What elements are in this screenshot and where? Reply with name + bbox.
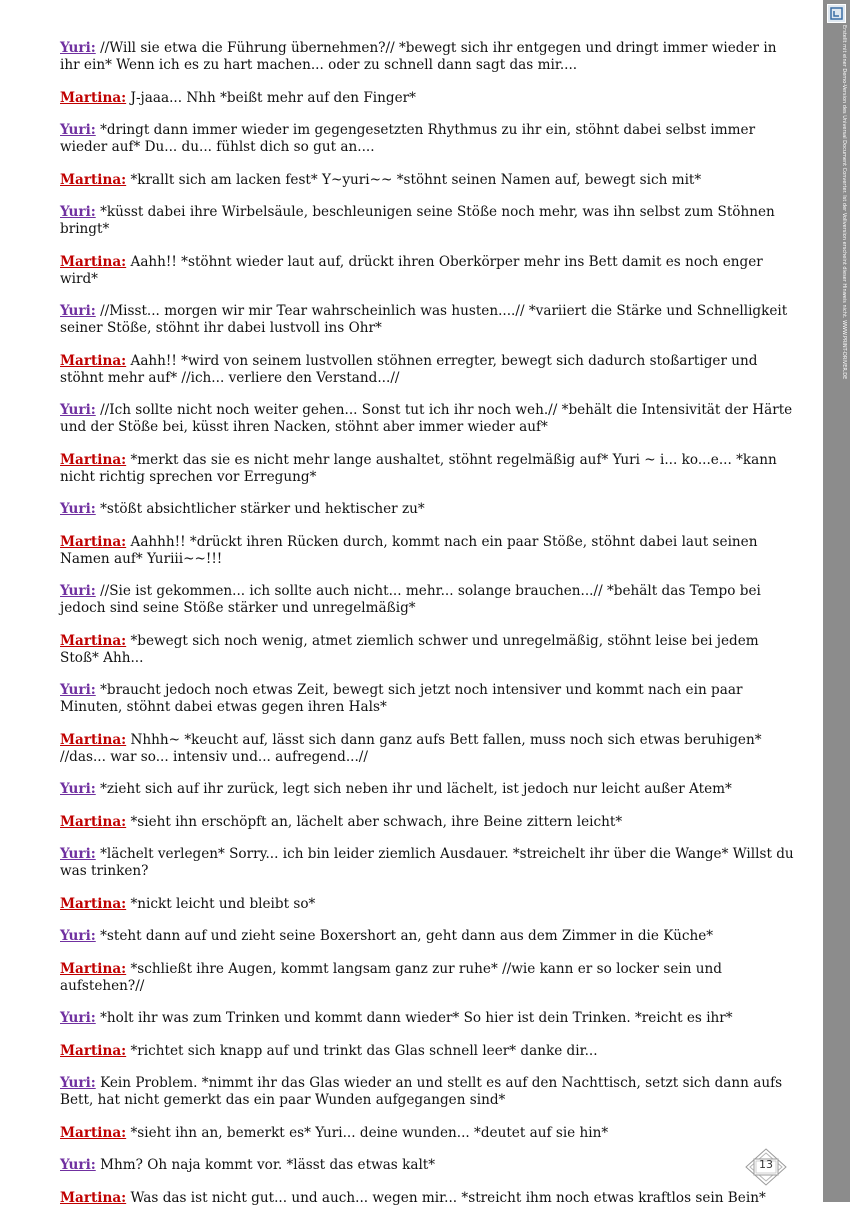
turn-text: Was das ist nicht gut... und auch... wegen mir... *streicht ihm noch etwas kraftlos sein Bein* <box>130 1189 766 1206</box>
dialogue-turn <box>60 1043 795 1060</box>
speaker-label-martina: Martina: <box>60 1189 127 1206</box>
speaker-label-martina: Martina: <box>60 813 127 830</box>
dialogue-turn <box>60 896 795 913</box>
speaker-label-yuri: Yuri: <box>60 303 96 319</box>
speaker-label-martina: Martina: <box>60 895 127 912</box>
speaker-label-yuri: Yuri: <box>60 846 96 862</box>
dialogue-turn <box>60 633 795 667</box>
dialogue-turn <box>60 781 795 798</box>
speaker-label-yuri: Yuri: <box>60 122 96 138</box>
turn-text: Aahh!! *stöhnt wieder laut auf, drückt ihren Oberkörper mehr ins Bett damit es noch enger wird* <box>60 253 763 287</box>
turn-text: *zieht sich auf ihr zurück, legt sich neben ihr und lächelt, ist jedoch nur leicht außer Atem* <box>100 781 732 797</box>
speaker-label-martina: Martina: <box>60 171 127 188</box>
speaker-label-yuri: Yuri: <box>60 1157 96 1173</box>
speaker-label-yuri: Yuri: <box>60 781 96 797</box>
turn-text: *bewegt sich noch wenig, atmet ziemlich schwer und unregelmäßig, stöhnt leise bei jedem Stoß* Ahh... <box>60 632 759 666</box>
turn-text: Aahh!! *wird von seinem lustvollen stöhnen erregter, bewegt sich dadurch stoßartiger und stöhnt mehr auf* //ich... verliere den Verstand...// <box>60 352 758 386</box>
speaker-label-yuri: Yuri: <box>60 928 96 944</box>
dialogue-turn <box>60 1157 795 1174</box>
turn-text: Nhhh~ *keucht auf, lässt sich dann ganz aufs Bett fallen, muss noch sich etwas beruhigen* //das... war so... intensiv und... aufregend...// <box>60 731 762 765</box>
turn-text: Aahhh!! *drückt ihren Rücken durch, kommt nach ein paar Stöße, stöhnt dabei laut seinen Namen auf* Yuriii~~!!! <box>60 533 758 567</box>
turn-text: *braucht jedoch noch etwas Zeit, bewegt sich jetzt noch intensiver und kommt nach ein paar Minuten, stöhnt dabei etwas gegen ihren Hals* <box>60 682 743 715</box>
speaker-label-martina: Martina: <box>60 352 127 369</box>
dialogue-turn <box>60 402 795 436</box>
dialogue-turn <box>60 1075 795 1109</box>
turn-text: J-jaaa... Nhh *beißt mehr auf den Finger* <box>130 89 416 106</box>
dialogue-turn <box>60 501 795 518</box>
turn-text: //Sie ist gekommen... ich sollte auch nicht... mehr... solange brauchen...// *behält das Tempo bei jedoch sind seine Stöße stärker und unregelmäßig* <box>60 583 761 616</box>
speaker-label-martina: Martina: <box>60 632 127 649</box>
converter-sidebar <box>823 0 850 1202</box>
dialogue-turn <box>60 40 795 74</box>
dialogue-turn <box>60 353 795 387</box>
dialogue-turn <box>60 452 795 486</box>
speaker-label-yuri: Yuri: <box>60 204 96 220</box>
turn-text: *lächelt verlegen* Sorry... ich bin leider ziemlich Ausdauer. *streichelt ihr über die Wange* Willst du was trinken? <box>60 846 794 879</box>
speaker-label-martina: Martina: <box>60 89 127 106</box>
turn-text: *richtet sich knapp auf und trinkt das Glas schnell leer* danke dir... <box>130 1042 598 1059</box>
speaker-label-martina: Martina: <box>60 1124 127 1141</box>
dialogue-turn <box>60 254 795 288</box>
page-number: 13 <box>759 1158 773 1171</box>
dialogue-turn <box>60 928 795 945</box>
dialogue-turn <box>60 204 795 238</box>
speaker-label-yuri: Yuri: <box>60 501 96 517</box>
turn-text: Mhm? Oh naja kommt vor. *lässt das etwas kalt* <box>100 1157 436 1173</box>
dialogue-turn <box>60 122 795 156</box>
dialogue-turn <box>60 1190 795 1207</box>
speaker-label-yuri: Yuri: <box>60 583 96 599</box>
dialogue-turn <box>60 172 795 189</box>
dialogue-turn <box>60 534 795 568</box>
speaker-label-martina: Martina: <box>60 253 127 270</box>
turn-text: Kein Problem. *nimmt ihr das Glas wieder an und stellt es auf den Nachttisch, setzt sich dann aufs Bett, hat nicht gemerkt das ein paar Wunden aufgegangen sind* <box>60 1075 783 1108</box>
dialogue-turn <box>60 961 795 995</box>
turn-text: *küsst dabei ihre Wirbelsäule, beschleunigen seine Stöße noch mehr, was ihn selbst zum Stöhnen bringt* <box>60 204 775 237</box>
speaker-label-martina: Martina: <box>60 533 127 550</box>
turn-text: *dringt dann immer wieder im gegengesetzten Rhythmus zu ihr ein, stöhnt dabei selbst immer wieder auf* Du... du... fühlst dich so gut an.... <box>60 122 756 155</box>
turn-text: *krallt sich am lacken fest* Y~yuri~~ *stöhnt seinen Namen auf, bewegt sich mit* <box>130 171 702 188</box>
dialogue-turn <box>60 682 795 716</box>
turn-text: //Misst... morgen wir mir Tear wahrscheinlich was husten....// *variiert die Stärke und Schnelligkeit seiner Stöße, stöhnt ihr dabei lustvoll ins Ohr* <box>60 303 788 336</box>
dialogue-turn <box>60 90 795 107</box>
speaker-label-yuri: Yuri: <box>60 1010 96 1026</box>
turn-text: *sieht ihn erschöpft an, lächelt aber schwach, ihre Beine zittern leicht* <box>130 813 623 830</box>
speaker-label-martina: Martina: <box>60 960 127 977</box>
dialogue-turn <box>60 1010 795 1027</box>
speaker-label-yuri: Yuri: <box>60 682 96 698</box>
turn-text: *schließt ihre Augen, kommt langsam ganz zur ruhe* //wie kann er so locker sein und aufstehen?// <box>60 960 722 994</box>
turn-text: *sieht ihn an, bemerkt es* Yuri... deine wunden... *deutet auf sie hin* <box>130 1124 609 1141</box>
turn-text: *merkt das sie es nicht mehr lange aushaltet, stöhnt regelmäßig auf* Yuri ~ i... ko...e... *kann nicht richtig sprechen vor Erregung* <box>60 451 777 485</box>
speaker-label-martina: Martina: <box>60 731 127 748</box>
speaker-label-yuri: Yuri: <box>60 40 96 56</box>
turn-text: *nickt leicht und bleibt so* <box>130 895 316 912</box>
speaker-label-martina: Martina: <box>60 451 127 468</box>
dialogue-turn <box>60 846 795 880</box>
speaker-label-yuri: Yuri: <box>60 1075 96 1091</box>
turn-text: *holt ihr was zum Trinken und kommt dann wieder* So hier ist dein Trinken. *reicht es ihr* <box>100 1010 733 1026</box>
turn-text: *steht dann auf und zieht seine Boxershort an, geht dann aus dem Zimmer in die Küche* <box>100 928 714 944</box>
dialogue-turn <box>60 814 795 831</box>
dialogue-turn <box>60 1125 795 1142</box>
turn-text: //Ich sollte nicht noch weiter gehen... Sonst tut ich ihr noch weh.// *behält die Intensivität der Härte und der Stöße bei, küsst ihren Nacken, stöhnt aber immer wieder auf* <box>60 402 793 435</box>
turn-text: *stößt absichtlicher stärker und hektischer zu* <box>100 501 425 517</box>
dialogue <box>60 40 795 1222</box>
converter-notice: Erstellt mit einer Demo-Version des Universal Document Converter. Ist der Vollversion erscheint dieser Hinweis nicht. WWW.PRINT-DRIVER.DE <box>841 25 847 380</box>
speaker-label-martina: Martina: <box>60 1042 127 1059</box>
turn-text: //Will sie etwa die Führung übernehmen?// *bewegt sich ihr entgegen und dringt immer wieder in ihr ein* Wenn ich es zu hart machen... oder zu schnell dann sagt das mir.... <box>60 40 777 73</box>
speaker-label-yuri: Yuri: <box>60 402 96 418</box>
dialogue-turn <box>60 732 795 766</box>
page-number-badge <box>745 1148 787 1186</box>
dialogue-turn <box>60 583 795 617</box>
dialogue-turn <box>60 303 795 337</box>
converter-logo-icon <box>827 4 846 23</box>
